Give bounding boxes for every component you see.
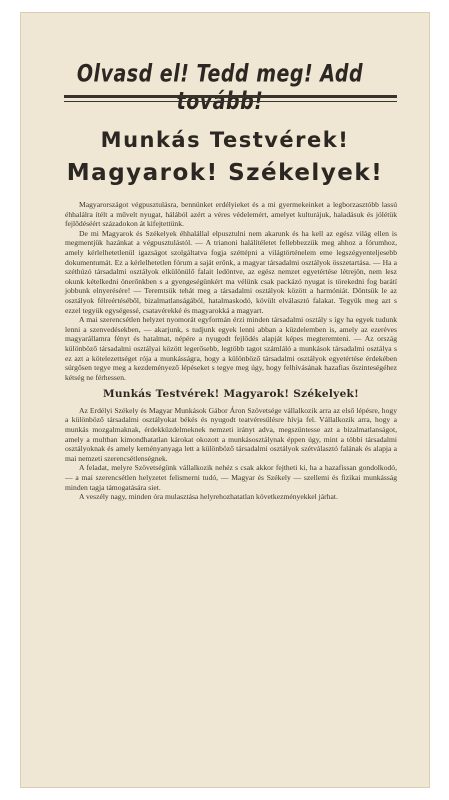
title-line-1: Munkás Testvérek! [100,128,350,152]
header-rule-thick [64,95,397,98]
paragraph-1: Magyarországot végpusztulásra, bennünket erdélyieket és a mi gyermekeinket a legborzasztóbb lassú éhhalálra ítélt a művelt nyugat, hálából azért a véres védelemért, amelyet kulturájuk, haladásuk és jólétük fejlődéséért századokon át kifejtettünk. [65,200,397,229]
leaflet-body [65,200,397,502]
subtitle: Munkás Testvérek! Magyarok! Székelyek! [102,388,360,401]
motto-header: Olvasd el! Tedd meg! Add [76,60,364,88]
paragraph-2: De mi Magyarok és Székelyek éhhalállal elpusztulni nem akarunk és ha kell az egész világ ellen is megmentjük hazánkat a végpusztulástól. — A trianoni halálítéletet fellebbezzük meg ahhoz a fórumhoz, amely kérlelhetetlenül igazságot szolgáltatva fogja széttépni a világtörténelem eme legszégyenteljesebb dokumentumát. Ez a kérlelhetetlen fórum a saját erőnk, a magyar társadalmi osztályok összetartása. — Ha a széthúzó társadalmi osztályok elkülönülő falait ledöntve, az egész nemzet egyetértése létrejön, nem lesz okunk kételkedni önerőnkben s a gyengeségünkért ma vélünk csak packázó nyugat is törekedni fog barátí jobbunk elnyerésére! — Teremtsük tehát meg a társadalmi osztályok között a harmóniát. Döntsük le az osztályok félreértéséből, bizalmatlanságából, hatalmaskodó, kövült elválasztó falakat. Tegyük meg azt s ezzel tegyük egységessé, csatavérekké és magyarokká a magyart. [65,228,397,315]
header-rule-thin [64,101,397,102]
paragraph-6: A veszély nagy, minden óra mulasztása helyrehozhatatlan következményekkel járhat. [79,492,338,502]
paragraph-4: Az Erdélyi Székely és Magyar Munkások Gábor Áron Szövetsége vállalkozik arra az első lépésre, hogy a különböző társadalmi osztályokat békés és nyugodt teatvéresülésre hívja fel. Vállalkozik arra, hogy a munkás mozgalmaknak, érdekküzdelmeknek nemzeti irányt adva, megszüntesse azt a bizalmatlanságot, amely a multban kimondhatatlan károkat okozott a munkásosztálynak éppen úgy, mint a többi társadalmi osztályoknak és amely keményanyaga lett a különböző társadalmi osztályok szétválasztó falának és alapja a mai nemzeti szerencsétlenségnek. [65,405,397,463]
paragraph-3: A mai szerencsétlen helyzet nyomorát egyformán érzi minden társadalmi osztály s így ha egyek tudunk lenni a szenvedésekben, — akarjunk, s tudjunk egyek lenni abban a küzdelemben is, amely az ezeréves magyarállamra fényt és hatalmat, népére a nyugodt fejlődés alapját képes megteremteni. — Az ország különböző társadalmi osztályai között legerősebb, legtöbb tagot számláló a munkások társadalmi osztálya s ez azt a kötelezettséget rója a munkásságra, hogy a különböző társadalmi osztályok egyetértése érdekében súrgősen tegye meg a kezdeményező lépéseket s tegye meg úgy, hogy felhívásának hazafias őszinteségéhez kétség ne férhessen. [65,315,397,382]
paragraph-5: A feladat, melyre Szövetségünk vállalkozik nehéz s csak akkor fejtheti ki, ha a hazafissan gondolkodó, — a mai szerencsétlen helyzetet felismerni tudó, — Magyar és Székely — szellemi és fizikai munkásság minden tagja támogatására siet. [65,463,397,492]
title-line-2: Magyarok! Székelyek! [66,160,384,186]
